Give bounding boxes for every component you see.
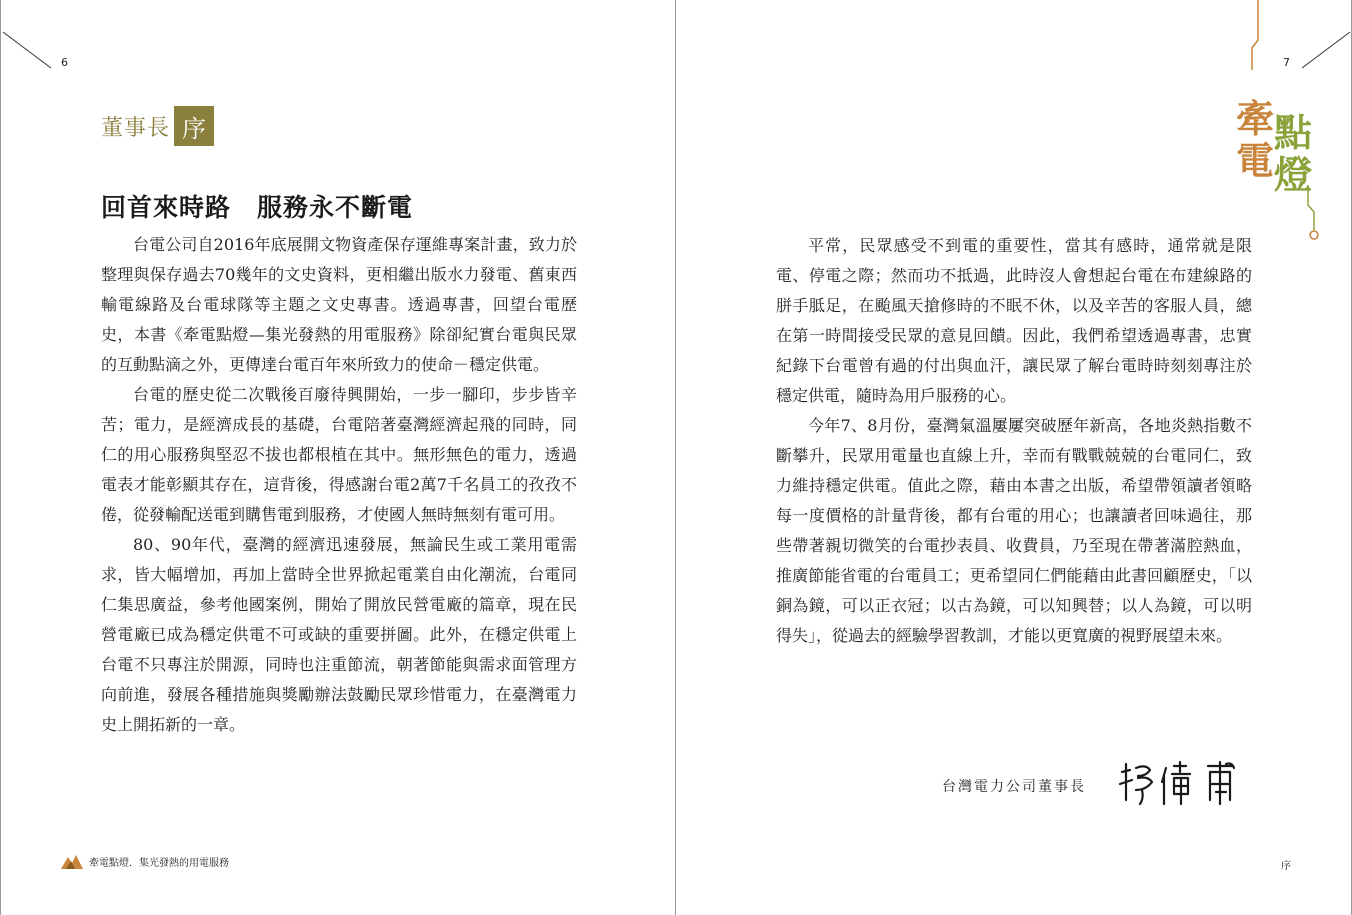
footer-left [61,853,229,869]
corner-line-left [1,0,61,72]
article-title: 回首來時路 服務永不斷電 [101,193,414,222]
paragraph: 80、90年代，臺灣的經濟迅速發展，無論民生或工業用電需求，皆大幅增加，再加上當時全世界掀起電業自由化潮流，台電同仁集思廣益，參考他國案例，開始了開放民營電廠的篇章，現在民營電廠已成為穩定供電不可或缺的重要拼圖。此外，在穩定供電上台電不只專注於開源，同時也注重節流，朝著節能與需求面管理方向前進，發展各種措施與獎勵辦法鼓勵民眾珍惜電力，在臺灣電力史上開拓新的一章。 [101,535,577,734]
signature-title: 台灣電力公司董事長 [942,779,1086,795]
section-label [101,106,214,146]
deco-char: 點 [1274,111,1313,155]
paragraph: 平常，民眾感受不到電的重要性，當其有感時，通常就是限電、停電之際；然而功不抵過，此時沒人會想起台電在布建線路的胼手胝足，在颱風天搶修時的不眠不休，以及辛苦的客服人員，總在第一時間接受民眾的意見回饋。因此，我們希望透過專書，忠實紀錄下台電曾有過的付出與血汗，讓民眾了解台電時時刻刻專注於穩定供電，隨時為用戶服務的心。 [776,236,1252,405]
paragraph: 台電的歷史從二次戰後百廢待興開始，一步一腳印，步步皆辛苦；電力，是經濟成長的基礎，台電陪著臺灣經濟起飛的同時，同仁的用心服務與堅忍不拔也都根植在其中。無形無色的電力，透過電表才能彰顯其存在，這背後，得感謝台電2萬7千名員工的孜孜不倦，從發輸配送電到購售電到服務，才使國人無時無刻有電可用。 [101,385,577,524]
section-label-text: 董事長 [101,115,171,141]
page-number-left: 6 [61,56,68,69]
signature-block [900,760,1250,810]
right-body-text [776,231,1252,651]
decorative-book-title [1230,0,1330,245]
paragraph: 台電公司自2016年底展開文物資產保存運維專案計畫，致力於整理與保存過去70幾年的文史資料，更相繼出版水力發電、舊東西輸電線路及台電球隊等主題之文史專書。透過專書，回望台電歷史，本書《牽電點燈—集光發熱的用電服務》除卻紀實台電與民眾的互動點滴之外，更傳達台電百年來所致力的使命－穩定供電。 [101,235,577,374]
section-label-box: 序 [174,106,214,146]
deco-char: 電 [1236,139,1275,183]
footer-book-title: 牽電點燈．集光發熱的用電服務 [89,857,229,869]
deco-char: 燈 [1274,153,1313,197]
handwritten-signature-icon [1116,760,1246,810]
left-body-text [101,230,577,740]
mountain-icon [61,853,83,869]
deco-char: 牽 [1236,97,1275,141]
paragraph: 今年7、8月份，臺灣氣溫屢屢突破歷年新高，各地炎熱指數不斷攀升，民眾用電量也直線上升，幸而有戰戰兢兢的台電同仁，致力維持穩定供電。值此之際，藉由本書之出版，希望帶領讀者領略每一度價格的計量背後，都有台電的用心；也讓讀者回味過往，那些帶著親切微笑的台電抄表員、收費員，乃至現在帶著滿腔熱血，推廣節能省電的台電員工；更希望同仁們能藉由此書回顧歷史，「以銅為鏡，可以正衣冠；以古為鏡，可以知興替；以人為鏡，可以明得失」，從過去的經驗學習教訓，才能以更寬廣的視野展望未來。 [776,416,1252,645]
page-number-right: 7 [1283,56,1290,69]
footer-right: 序 [1281,861,1291,872]
